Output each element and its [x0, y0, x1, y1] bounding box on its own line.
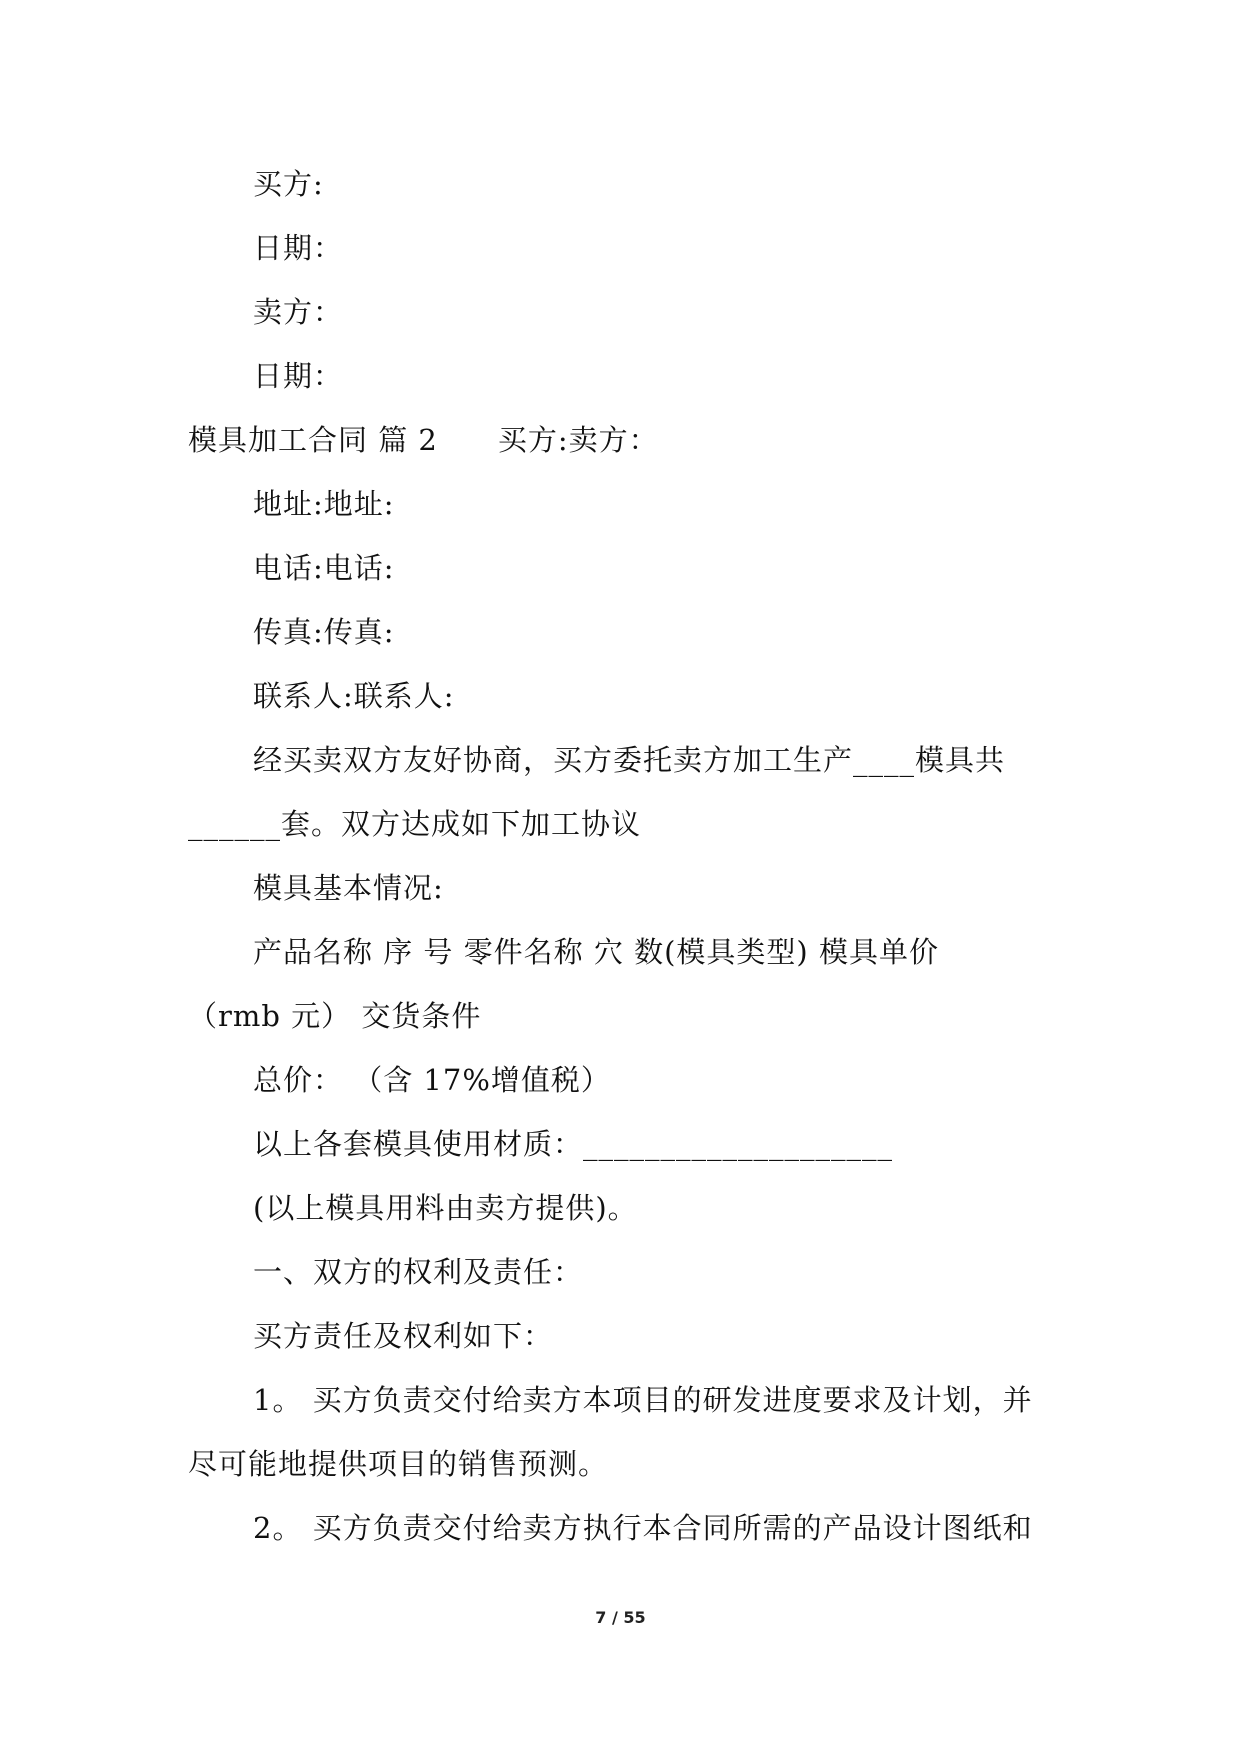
- material-line: 以上各套模具使用材质：____________________: [253, 1127, 894, 1161]
- fax-line: 传真:传真:: [253, 615, 395, 649]
- page-number: 7 / 55: [595, 1608, 646, 1627]
- contact-line: 联系人:联系人:: [253, 679, 455, 713]
- material-note-line: (以上模具用料由卖方提供)。: [253, 1191, 638, 1225]
- buyer-label: 买方:: [253, 167, 324, 201]
- address-line: 地址:地址:: [253, 487, 395, 521]
- phone-line: 电话:电话:: [253, 551, 395, 585]
- seller-label: 卖方：: [253, 295, 344, 329]
- clause-2-line-1: 2。 买方负责交付给卖方执行本合同所需的产品设计图纸和: [253, 1511, 1033, 1545]
- clause-1-line-1: 1。 买方负责交付给卖方本项目的研发进度要求及计划，并: [253, 1383, 1033, 1417]
- rights-section-heading: 一、双方的权利及责任：: [253, 1255, 584, 1289]
- clause-1-line-2: 尽可能地提供项目的销售预测。: [188, 1447, 609, 1481]
- agreement-paragraph-line-1: 经买卖双方友好协商，买方委托卖方加工生产____模具共: [253, 743, 1006, 777]
- buyer-date-label: 日期：: [253, 231, 344, 265]
- buyer-rights-heading: 买方责任及权利如下：: [253, 1319, 554, 1353]
- mold-basic-info-heading: 模具基本情况:: [253, 871, 444, 905]
- contract-section-heading: 模具加工合同 篇 2 买方:卖方：: [188, 423, 659, 457]
- total-price-line: 总价： （含 17%增值税）: [253, 1063, 611, 1097]
- mold-table-header-line-1: 产品名称 序 号 零件名称 穴 数(模具类型) 模具单价: [253, 935, 939, 969]
- agreement-paragraph-line-2: ______套。双方达成如下加工协议: [188, 807, 642, 841]
- mold-table-header-line-2: （rmb 元） 交货条件: [188, 999, 482, 1033]
- seller-date-label: 日期：: [253, 359, 344, 393]
